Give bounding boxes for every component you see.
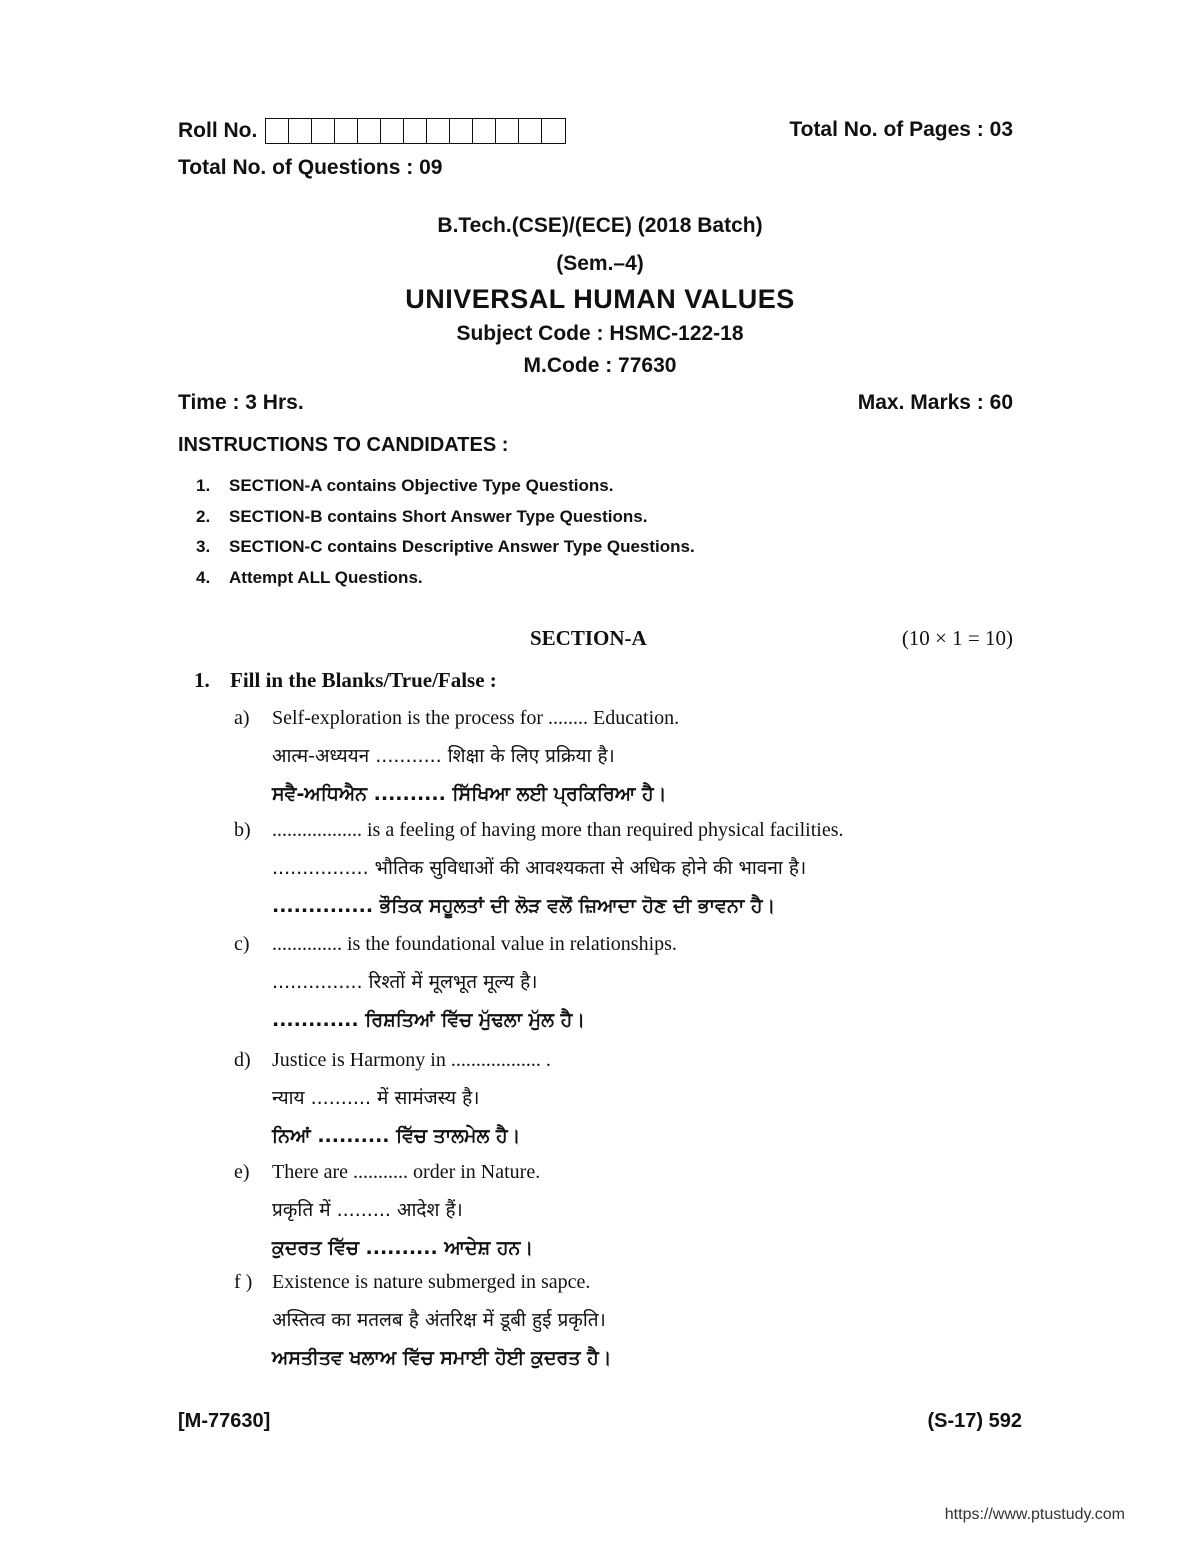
part-label: a) xyxy=(234,707,250,729)
part-label: d) xyxy=(234,1049,251,1071)
roll-digit-box xyxy=(404,119,427,143)
total-questions: Total No. of Questions : 09 xyxy=(178,156,443,179)
question-title: Fill in the Blanks/True/False : xyxy=(230,668,497,692)
roll-digit-box xyxy=(381,119,404,143)
part-label: c) xyxy=(234,933,250,955)
m-code: M.Code : 77630 xyxy=(523,354,677,377)
instruction-item: 4. Attempt ALL Questions. xyxy=(196,567,423,587)
subject-title: UNIVERSAL HUMAN VALUES xyxy=(405,284,795,314)
instruction-item: 3. SECTION-C contains Descriptive Answer Type Questions. xyxy=(196,537,695,556)
part-f-english: Existence is nature submerged in sapce. xyxy=(272,1271,591,1293)
footer-mcode: [M-77630] xyxy=(178,1410,271,1432)
part-e-english: There are ........... order in Nature. xyxy=(272,1161,541,1183)
part-c-hindi: ............... रिश्तों में मूलभूत मूल्य है। xyxy=(272,971,538,993)
part-e-punjabi: ਕੁਦਰਤ ਵਿੱਚ .......... ਆਦੇਸ਼ ਹਨ। xyxy=(272,1237,534,1259)
part-a-english: Self-exploration is the process for ........ Education. xyxy=(272,707,680,729)
roll-digit-box xyxy=(335,119,358,143)
part-f-hindi: अस्तित्व का मतलब है अंतरिक्ष में डूबी हुई प्रकृति। xyxy=(272,1309,606,1331)
roll-digit-box xyxy=(358,119,381,143)
max-marks: Max. Marks : 60 xyxy=(857,391,1013,414)
part-label: b) xyxy=(234,819,251,841)
time-allowed: Time : 3 Hrs. xyxy=(178,391,304,414)
roll-digit-box xyxy=(289,119,312,143)
source-url-link[interactable]: https://www.ptustudy.com xyxy=(944,1506,1125,1523)
part-b-hindi: ................ भौतिक सुविधाओं की आवश्यकता से अधिक होने की भावना है। xyxy=(272,857,807,879)
part-label: e) xyxy=(234,1161,250,1183)
part-b-punjabi: .............. ਭੌਤਿਕ ਸਹੂਲਤਾਂ ਦੀ ਲੋੜ ਵਲੋਂ ਜ਼ਿਆਦਾ ਹੋਣ ਦੀ ਭਾਵਨਾ ਹੈ। xyxy=(272,895,776,917)
instructions-title: INSTRUCTIONS TO CANDIDATES : xyxy=(178,434,509,456)
roll-digit-box xyxy=(473,119,496,143)
part-d-hindi: न्याय .......... में सामंजस्य है। xyxy=(272,1087,480,1109)
part-label: f ) xyxy=(234,1271,253,1293)
roll-digit-box xyxy=(542,119,565,143)
footer-paper-code: (S-17) 592 xyxy=(927,1410,1022,1432)
roll-number-boxes xyxy=(265,118,566,144)
roll-digit-box xyxy=(427,119,450,143)
roll-digit-box xyxy=(266,119,289,143)
instructions-list xyxy=(196,474,695,596)
part-f-punjabi: ਅਸਤੀਤਵ ਖਲਾਅ ਵਿੱਚ ਸਮਾਈ ਹੋਈ ਕੁਦਰਤ ਹੈ। xyxy=(272,1347,612,1369)
course-title: B.Tech.(CSE)/(ECE) (2018 Batch) xyxy=(437,214,763,237)
semester: (Sem.–4) xyxy=(556,252,644,275)
roll-number-row xyxy=(178,118,566,144)
roll-digit-box xyxy=(519,119,542,143)
question-number: 1. xyxy=(194,668,210,692)
roll-digit-box xyxy=(450,119,473,143)
section-marks: (10 × 1 = 10) xyxy=(901,626,1013,650)
part-b-english: .................. is a feeling of having more than required physical facilities. xyxy=(272,819,844,841)
section-title: SECTION-A xyxy=(530,626,647,650)
part-a-hindi: आत्म-अध्ययन ........... शिक्षा के लिए प्रक्रिया है। xyxy=(272,745,615,767)
roll-digit-box xyxy=(496,119,519,143)
part-c-english: .............. is the foundational value in relationships. xyxy=(272,933,677,955)
roll-label: Roll No. xyxy=(178,119,258,142)
instruction-item: 2. SECTION-B contains Short Answer Type Questions. xyxy=(196,506,648,526)
instruction-item: 1. SECTION-A contains Objective Type Questions. xyxy=(196,476,614,495)
part-a-punjabi: ਸਵੈ-ਅਧਿਐਨ .......... ਸਿੱਖਿਆ ਲਈ ਪ੍ਰਕਿਰਿਆ ਹੈ। xyxy=(272,783,667,805)
roll-digit-box xyxy=(312,119,335,143)
part-c-punjabi: ............ ਰਿਸ਼ਤਿਆਂ ਵਿੱਚ ਮੁੱਢਲਾ ਮੁੱਲ ਹੈ। xyxy=(272,1009,586,1031)
subject-code: Subject Code : HSMC-122-18 xyxy=(456,322,744,345)
part-d-english: Justice is Harmony in .................. . xyxy=(272,1049,551,1071)
part-e-hindi: प्रकृति में ......... आदेश हैं। xyxy=(272,1199,463,1221)
total-pages: Total No. of Pages : 03 xyxy=(789,118,1013,141)
part-d-punjabi: ਨਿਆਂ .......... ਵਿੱਚ ਤਾਲਮੇਲ ਹੈ। xyxy=(272,1125,521,1147)
